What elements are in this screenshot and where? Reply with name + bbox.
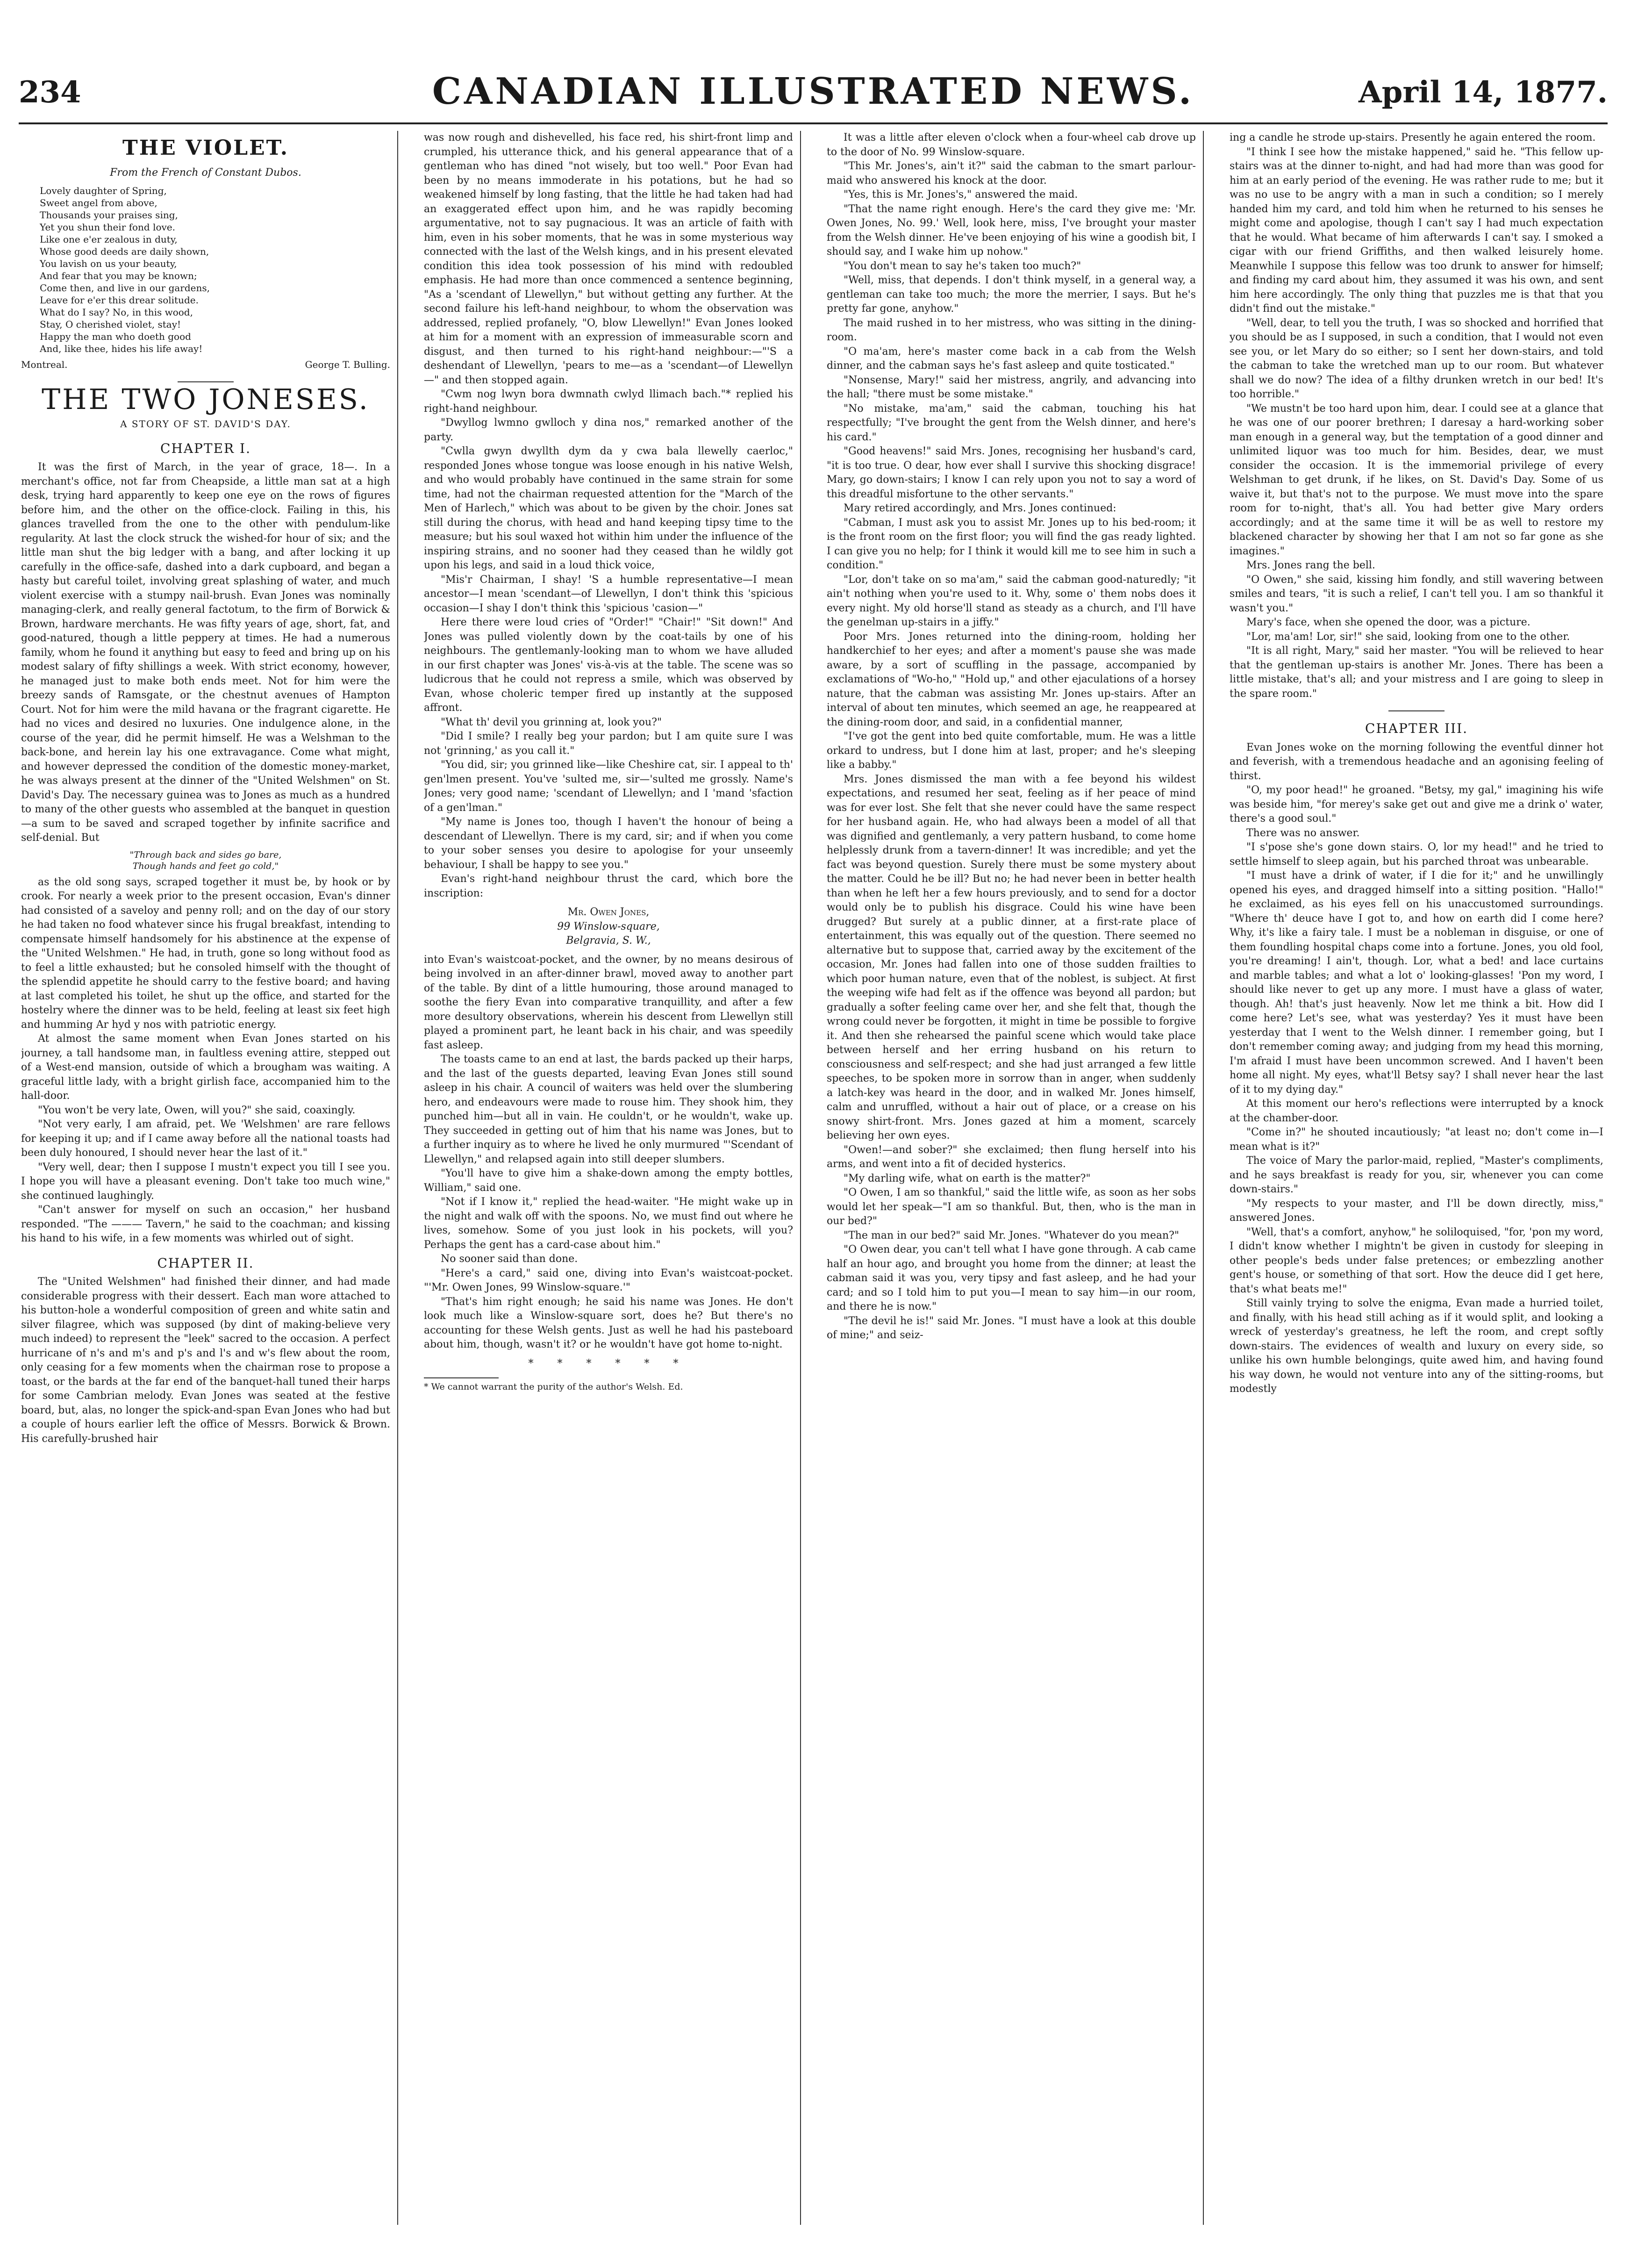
paragraph: "My respects to your master, and I'll be down directly, miss," answered Jones.	[1230, 1197, 1603, 1224]
column-4	[1230, 131, 1603, 1397]
paragraph: "Did I smile? I really beg your pardon; but I am quite sure I was not 'grinning,' as you call it."	[424, 731, 793, 757]
paragraph: into Evan's waistcoat-pocket, and the owner, by no means desirous of being involved in an after-dinner brawl, moved away to another part of the table. By dint of a little humouring, those around managed to soothe the fiery Evan into comparative tranquillity, and after a few more desultory observations, wherein his descent from Llewellyn still played a prominent part, he leant back in his chair, and was speedily fast asleep.	[424, 954, 793, 1051]
paragraph: "O Owen dear, you can't tell what I have gone through. A cab came half an hour ago, and brought you home from the dinner; at least the cabman said it was you, very tipsy and fast asleep, and he had your card; and so I told him to put you—I mean to say him—in our room, and there he is now."	[827, 1244, 1196, 1312]
poem-line: Like one e'er zealous in duty,	[40, 234, 178, 245]
chapter-heading: CHAPTER II.	[157, 1255, 254, 1271]
paragraph: Evan's right-hand neighbour thrust the card, which bore the inscription:	[424, 873, 793, 899]
paragraph: It was the first of March, in the year of grace, 18—. In a merchant's office, not far from Cheapside, a little man sat at a high desk, trying hard apparently to keep one eye on the rows of figures before him, and the other on the office-clock. Failing in this, his glances travelled from the one to the other with pendulum-like regularity. At last the clock struck the wished-for hour of six; and the little man shut the big ledger with a bang, and after locking it up carefully in the office-safe, dashed into a dark cupboard, and began a hasty but careful toilet, involving great splashing of water, and much violent exercise with a stumpy nail-brush. Evan Jones was nominally managing-clerk, and really general factotum, to the firm of Borwick & Brown, hardware merchants. He was fifty years of age, short, fat, and good-natured, though a little peppery at times. He had a numerous family, whom he found it anything but easy to feed and bring up on his modest salary of fifty shillings a week. With strict economy, however, he managed just to make both ends meet. Not for him were the breezy sands of Ramsgate, or the chestnut avenues of Hampton Court. Not for him were the mild havana or the fragrant cigarette. He had no vices and desired no luxuries. One indulgence alone, in the course of the year, did he permit himself. He was a Welshman to the back-bone, and herein lay his one extravagance. Come what might, and however depressed the condition of the domestic money-market, he was always present at the dinner of the "United Welshmen" on St. David's Day. The necessary guinea was to Jones as much as a hundred to many of the other guests who assembled at the banquet in question—a sum to be saved and scraped together by infinite sacrifice and self-denial. But	[21, 461, 390, 844]
paragraph: "Dwyllog lwmno gwlloch y dina nos," remarked another of the party.	[424, 417, 793, 443]
paragraph: "I think I see how the mistake happened," said he. "This fellow up-stairs was at the dinner to-night, and had had more than was good for him at an early period of the evening. He was rather rude to me; but it was no use to be angry with a man in such a condition; so I merely handed him my card, and told him when he returned to his senses he might come and apologise, though I can't say I had much expectation that he would. What became of him afterwards I can't say. I smoked a cigar with our friend Griffiths, and then walked leisurely home. Meanwhile I suppose this fellow was too drunk to answer for himself; and finding my card about him, they assumed it was his own, and sent him here accordingly. The only thing that puzzles me is that that you didn't find out the mistake."	[1230, 146, 1603, 315]
paragraph: "My name is Jones too, though I haven't the honour of being a descendant of Llewellyn. There is my card, sir; and if when you come to your sober senses you desire to apologise for your unseemly behaviour, I shall be happy to see you."	[424, 816, 793, 871]
poem-line: Thousands your praises sing,	[40, 209, 178, 221]
poem-line: Yet you shun their fond love.	[40, 222, 176, 233]
poem-author: George T. Bulling.	[305, 359, 390, 370]
poem-subtitle: From the French of Constant Dubos.	[110, 166, 301, 179]
paragraph: It was a little after eleven o'clock when a four-wheel cab drove up to the door of No. 99 Winslow-square.	[827, 132, 1196, 158]
poem-title: THE VIOLET.	[122, 136, 289, 160]
poem-line: Leave for e'er this drear solitude.	[40, 294, 199, 306]
paragraph: There was no answer.	[1246, 827, 1360, 839]
paragraph: "Here's a card," said one, diving into Evan's waistcoat-pocket. "'Mr. Owen Jones, 99 Winslow-square.'"	[424, 1267, 793, 1293]
paragraph: "Nonsense, Mary!" said her mistress, angrily, and advancing into the hall; "there must be some mistake."	[827, 374, 1196, 400]
card-name: Mr. Owen Jones,	[567, 906, 650, 918]
paragraph: "Lor, don't take on so ma'am," said the cabman good-naturedly; "it ain't nothing when you're used to it. Why, some o' them nobs does it every night. My old horse'll stand as steady as a church, and I'll have the genelman up-stairs in a jiffy."	[827, 574, 1196, 628]
paragraph: "Not very early, I am afraid, pet. We 'Welshmen' are rare fellows for keeping it up; and if I came away before all the national toasts had been duly honoured, I should never hear the last of it."	[21, 1118, 390, 1159]
paragraph: as the old song says, scraped together it must be, by hook or by crook. For nearly a week prior to the present occasion, Evan's dinner had consisted of a saveloy and penny roll; and on the day of our story he had taken no food whatever since his frugal breakfast, intending to compensate himself handsomely for his abstinence at the expense of the "United Welshmen." He had, in truth, gone so long without food as to feel a little exhausted; but he consoled himself with the thought of the splendid appetite he should carry to the festive board; and having at last completed his toilet, he shut up the office, and started for the hostelry where the dinner was to be held, feeling at least six feet high and humming Ar hyd y nos with patriotic energy.	[21, 876, 390, 1031]
section-rule	[178, 381, 234, 382]
verse-quote	[21, 849, 390, 872]
paragraph: The toasts came to an end at last, the bards packed up their harps, and the last of the guests departed, leaving Evan Jones still sound asleep in his chair. A council of waiters was held over the slumbering hero, and endeavours were made to rouse him. They shook him, they punched him—but all in vain. He couldn't, or he wouldn't, wake up. They succeeded in getting out of him that his name was Jones, but to a further inquiry as to where he lived he only murmured "'Scendant of Llewellyn," and relapsed again into still deeper slumbers.	[424, 1054, 793, 1165]
poem-line: Come then, and live in our gardens,	[40, 282, 210, 294]
paragraph: "Good heavens!" said Mrs. Jones, recognising her husband's card, "it is too true. O dear, how ever shall I survive this shocking disgrace! Mary, go down-stairs; I know I can rely upon you not to say a word of this dreadful misfortune to the other servants."	[827, 445, 1196, 500]
poem-line: And, like thee, hides his life away!	[40, 343, 203, 354]
card-place: Belgravia, S. W.,	[566, 935, 651, 946]
paragraph: ing a candle he strode up-stairs. Presently he again entered the room.	[1230, 132, 1596, 143]
paragraph: "That the name right enough. Here's the card they give me: 'Mr. Owen Jones, No. 99.' Well, look here, miss, I've brought your master from the Welsh dinner. He've been enjoying of his wine a goodish bit, I should say, and I wake him up nohow."	[827, 203, 1196, 258]
verse-line: Though hands and feet go cold,"	[132, 860, 279, 871]
paragraph: "I've got the gent into bed quite comfortable, mum. He was a little orkard to undress, but I done him at last, proper; and he's sleeping like a babby."	[827, 731, 1196, 771]
story-title: THE TWO JONESES.	[42, 383, 370, 416]
column-divider	[1203, 131, 1204, 2225]
paragraph: "The devil he is!" said Mr. Jones. "I must have a look at this double of mine;" and seiz-	[827, 1315, 1196, 1341]
paragraph: "Cwm nog lwyn bora dwmnath cwlyd llimach bach."* replied his right-hand neighbour.	[424, 388, 793, 415]
paragraph: "I s'pose she's gone down stairs. O, lor my head!" and he tried to settle himself to sleep again, but his parched throat was unbearable.	[1230, 841, 1603, 867]
paragraph: "Not if I know it," replied the head-waiter. "He might wake up in the night and walk off with the spoons. No, we must find out where he lives, somehow. Some of you just look in his pockets, will you? Perhaps the gent has a card-case about him."	[424, 1196, 793, 1251]
paragraph: Here there were loud cries of "Order!" "Chair!" "Sit down!" And Jones was pulled violently down by the coat-tails by one of his neighbours. The gentlemanly-looking man to whom we have alluded in our first chapter was Jones' vis-à-vis at the table. The scene was so ludicrous that he could not repress a smile, which was observed by Evan, whose choleric temper fired up instantly at the supposed affront.	[424, 617, 793, 714]
section-break: * * * * * *	[528, 1357, 689, 1369]
poem-line: And fear that you may be known;	[40, 270, 197, 281]
paragraph: "My darling wife, what on earth is the matter?"	[844, 1172, 1091, 1184]
paragraph: "Lor, ma'am! Lor, sir!" she said, looking from one to the other.	[1246, 631, 1570, 643]
column-3	[827, 131, 1196, 1343]
paragraph: was now rough and dishevelled, his face red, his shirt-front limp and crumpled, his utterance thick, and his general appearance that of a gentleman who has dined "not wisely, but too well." Poor Evan had been by no means immoderate in his potations, but he had so weakened himself by long fasting, that the little he had taken had had an exaggerated effect upon him, and he was rapidly becoming argumentative, not to say pugnacious. It was an article of faith with him, even in his sober moments, that he was in some mysterious way connected with the last of the Welsh kings, and in his present elevated condition this idea took possession of his mind with redoubled emphasis. He had more than once commenced a sentence beginning, "As a 'scendant of Llewellyn," but without getting any further. At the second failure his left-hand neighbour, to whom the observation was addressed, replied profanely, "O, blow Llewellyn!" Evan Jones looked at him for a moment with an expression of immeasurable scorn and disgust, and then turned to his right-hand neighbour:—"'S a deshendant of Llewellyn, 'pears to me—as a 'scendant—of Llewellyn—" and then stopped again.	[424, 132, 793, 386]
footnote	[424, 1381, 793, 1392]
paragraph: "Come in?" he shouted incautiously; "at least no; don't come in—I mean what is it?"	[1230, 1126, 1603, 1153]
paragraph: "Owen!—and sober?" she exclaimed; then flung herself into his arms, and went into a fit of decided hysterics.	[827, 1144, 1196, 1170]
paragraph: "The man in our bed?" said Mr. Jones. "Whatever do you mean?"	[844, 1229, 1180, 1241]
chapter-heading: CHAPTER I.	[160, 440, 251, 456]
poem-line: Stay, O cherished violet, stay!	[40, 319, 181, 330]
paragraph: Mrs. Jones dismissed the man with a fee beyond his wildest expectations, and resumed her seat, feeling as if her peace of mind was for ever lost. She felt that she never could have the same respect for her husband again. He, who had always been a model of all that was dignified and gentlemanly, a very pattern husband, to come home helplessly drunk from a tavern-dinner! It was incredible; and yet the fact was beyond question. Surely there must be some mystery about the matter. Could he be ill? But no; he had never been in better health than when he left her a few hours previously, and to send for a doctor would only be to publish his disgrace. Could his wine have been drugged? But surely at a public dinner, at a first-rate place of entertainment, this was equally out of the question. There seemed no alternative but to suppose that, carried away by the excitement of the occasion, Mr. Jones had fallen into one of those sudden frailties to which poor human nature, even that of the noblest, is subject. At first the weeping wife had felt as if the offence was beyond all pardon; but gradually a softer feeling came over her, and she felt that, though the wrong could never be forgotten, it might in time be possible to forgive it. And then she rehearsed the painful scene which would take place between herself and her erring husband on his return to consciousness and self-respect; and she had just arranged a few little speeches, to be spoken more in sorrow than in anger, when suddenly a latch-key was heard in the door, and in walked Mr. Jones himself, calm and unruffled, without a hair out of place, or a crease on his snowy shirt-front. Mrs. Jones gazed at him a moment, scarcely believing her own eyes.	[827, 773, 1196, 1141]
paragraph: "O Owen," she said, kissing him fondly, and still wavering between smiles and tears, "it is such a relief, I can't tell you. I am so thankful it wasn't you."	[1230, 574, 1603, 614]
paragraph: No sooner said than done.	[441, 1253, 578, 1265]
masthead: CANADIAN ILLUSTRATED NEWS.	[432, 70, 1194, 113]
story-subtitle: A STORY OF ST. DAVID'S DAY.	[120, 418, 291, 430]
poem-body	[21, 185, 390, 355]
paragraph: Mary's face, when she opened the door, was a picture.	[1246, 617, 1530, 628]
paragraph: Evan Jones woke on the morning following the eventful dinner hot and feverish, with a tremendous headache and an agonising feeling of thirst.	[1230, 741, 1603, 782]
poem-signature	[21, 358, 390, 372]
paragraph: Mary retired accordingly, and Mrs. Jones continued:	[844, 502, 1116, 514]
paragraph: "It is all right, Mary," said her master. "You will be relieved to hear that the gentleman up-stairs is another Mr. Jones. There has been a little mistake, that's all; and your mistress and I are going to sleep in the spare room."	[1230, 645, 1603, 700]
paragraph: "Can't answer for myself on such an occasion," her husband responded. "The ——— Tavern," he said to the coachman; and kissing his hand to his wife, in a few moments was whirled out of sight.	[21, 1204, 390, 1244]
card-address: 99 Winslow-square,	[557, 920, 660, 932]
paragraph: "You won't be very late, Owen, will you?" she said, coaxingly.	[38, 1104, 356, 1116]
paragraph: At this moment our hero's reflections were interrupted by a knock at the chamber-door.	[1230, 1098, 1603, 1124]
footnote-text: * We cannot warrant the purity of the author's Welsh. Ed.	[424, 1382, 683, 1392]
header-rule	[19, 122, 1608, 124]
paragraph: "That's him right enough; he said his name was Jones. He don't look much like a Winslow-square sort, does he? But there's no accounting for these Welsh gents. Just as well he had his pasteboard about him, though, wasn't it? or he wouldn't have got home to-night.	[424, 1296, 793, 1350]
poem-line: You lavish on us your beauty,	[40, 258, 177, 269]
paragraph: "This Mr. Jones's, ain't it?" said the cabman to the smart parlour-maid who answered his knock at the door.	[827, 160, 1196, 186]
business-card	[424, 905, 793, 948]
verse-line: "Through back and sides go bare,	[129, 849, 282, 860]
column-2	[424, 131, 793, 1392]
column-divider	[397, 131, 398, 2225]
paragraph: "Well, miss, that depends. I don't think myself, in a general way, a gentleman can take too much; the more the merrier, I says. But he's pretty far gone, anyhow."	[827, 274, 1196, 315]
paragraph: At almost the same moment when Evan Jones started on his journey, a tall handsome man, in faultless evening attire, stepped out of a West-end mansion, outside of which a brougham was waiting. A graceful little lady, with a bright girlish face, accompanied him to the hall-door.	[21, 1033, 390, 1102]
paragraph: "You'll have to give him a shake-down among the empty bottles, William," said one.	[424, 1168, 793, 1194]
poem-line: What do I say? No, in this wood,	[40, 307, 193, 318]
paragraph: "Very well, dear; then I suppose I mustn't expect you till I see you. I hope you will have a pleasant evening. Don't take too much wine," she continued laughingly.	[21, 1161, 390, 1202]
paragraph: Still vainly trying to solve the enigma, Evan made a hurried toilet, and finally, with his head still aching as if it would split, and looking a wreck of yesterday's greatness, he left the room, and crept softly down-stairs. The evidences of wealth and luxury on every side, so unlike his own humble belongings, quite awed him, and having found his way down, he would not venture into any of the sitting-rooms, but modestly	[1230, 1298, 1603, 1395]
paragraph: "O ma'am, here's master come back in a cab from the Welsh dinner, and the cabman says he's fast asleep and quite tosticated."	[827, 345, 1196, 372]
paragraph: "What th' devil you grinning at, look you?"	[441, 716, 662, 728]
paragraph: "Well, dear, to tell you the truth, I was so shocked and horrified that you should be as I supposed, in such a condition, that I would not even see you, or let Mary do so either; so I sent her down-stairs, and told the cabman to take the wretched man up to our room. But whatever shall we do now? The idea of a filthy drunken wretch in our bed! It's too horrible."	[1230, 317, 1603, 400]
issue-date: April 14, 1877.	[1358, 75, 1608, 110]
paragraph: "No mistake, ma'am," said the cabman, touching his hat respectfully; "I've brought the gent from the Welsh dinner, and here's his card."	[827, 402, 1196, 443]
chapter-heading: CHAPTER III.	[1365, 721, 1468, 736]
paragraph: "You did, sir; you grinned like—like Cheshire cat, sir. I appeal to th' gen'lmen present. You've 'sulted me, sir—'sulted me grossly. Name's Jones; very good name; 'scendant of Llewellyn; and I 'mand 'sfaction of a gen'lman."	[424, 759, 793, 814]
footnote-rule	[424, 1377, 499, 1378]
paragraph: "O, my poor head!" he groaned. "Betsy, my gal," imagining his wife was beside him, "for merey's sake get out and give me a drink o' water, there's a good soul."	[1230, 784, 1603, 824]
paragraph: The "United Welshmen" had finished their dinner, and had made considerable progress with their dessert. Each man wore attached to his button-hole a wonderful composition of green and white satin and silver filagree, which was supposed (by dint of making-believe very much indeed) to represent the "leek" sacred to the occasion. A perfect hurricane of n's and m's and p's and l's and w's flew about the room, only ceasing for a few moments when the chairman rose to propose a toast, or the bards at the far end of the banquet-hall tuned their harps for some Cambrian melody. Evan Jones was seated at the festive board, but, alas, no longer the spick-and-span Evan Jones who had but a couple of hours earlier left the office of Messrs. Borwick & Brown. His carefully-brushed hair	[21, 1276, 390, 1445]
paragraph: "O Owen, I am so thankful," said the little wife, as soon as her sobs would let her speak—"I am so thankful. But, then, who is the man in our bed?"	[827, 1187, 1196, 1227]
poem-line: Whose good deeds are daily shown,	[40, 246, 209, 257]
section-rule	[1388, 710, 1445, 711]
page-header	[19, 70, 1608, 122]
paragraph: The voice of Mary the parlor-maid, replied, "Master's compliments, and he says breakfast is ready for you, sir, whenever you can come down-stairs."	[1230, 1155, 1603, 1195]
paragraph: "We mustn't be too hard upon him, dear. I could see at a glance that he was one of our poorer brethren; I daresay a hard-working sober man enough in a general way, but the temptation of a good dinner and unlimited liquor was too much for him. Besides, dear, we must consider the occasion. It is the immemorial privilege of every Welshman to get drunk, if he likes, on St. David's Day. Some of us waive it, but that's not to the purpose. We must move into the spare room for to-night, that's all. You had better give Mary orders accordingly; and at the same time it will be as well to restore my blackened character by showing her that I am not so far gone as she imagines."	[1230, 402, 1603, 557]
paragraph: "Yes, this is Mr. Jones's," answered the maid.	[844, 189, 1078, 201]
paragraph: "You don't mean to say he's taken too much?"	[844, 260, 1081, 272]
paragraph: "Well, that's a comfort, anyhow," he soliloquised, "for, 'pon my word, I didn't know whether I mightn't be given in custody for sleeping in other people's beds under false pretences; or embezzling another gent's house, or something of that sort. How the deuce did I get here, that's what beats me!"	[1230, 1226, 1603, 1295]
poem-line: Lovely daughter of Spring,	[40, 185, 167, 196]
poem-place: Montreal.	[21, 359, 68, 370]
column-1	[21, 131, 390, 1446]
paragraph: The maid rushed in to her mistress, who was sitting in the dining-room.	[827, 317, 1196, 343]
paragraph: "Mis'r Chairman, I shay! 'S a humble representative—I mean ancestor—I mean 'scendant—of Llewellyn, I don't think this 'spicious occasion—I shay I don't think this 'spicious 'casion—"	[424, 574, 793, 614]
paragraph: "Cwlla gwyn dwyllth dym da y cwa bala llewelly caerloc," responded Jones whose tongue was loose enough in his native Welsh, and who would probably have continued in the same strain for some time, had not the chairman requested attention for the "March of the Men of Harlech," which was about to be given by the choir. Jones sat still during the chorus, with head and hand keeping tipsy time to the measure; but his soul waxed hot within him under the influence of the inspiring strains, and no sooner had they ceased than he wildly got upon his legs, and said in a loud thick voice,	[424, 445, 793, 571]
paragraph: "I must have a drink of water, if I die for it;" and he unwillingly opened his eyes, and dragged himself into a sitting position. "Hallo!" he exclaimed, as his eyes fell on his unaccustomed surroundings. "Where th' deuce have I got to, and how on earth did I come here? Why, it's like a fairy tale. I must be a nobleman in disguise, or one of them foundling hospital chaps come into a fortune. Jones, you old fool, you're dreaming! I ain't, though. Lor, what a bed! and lace curtains and marble tables; and what a lot o' looking-glasses! 'Pon my word, I should like never to get up any more. I must have a glass of water, though. Ah! that's just heavenly. Now let me think a bit. How did I come here? Let's see, what was yesterday? Yes it must have been yesterday that I went to the Welsh dinner. I remember going, but I don't remember coming away; and judging from my head this morning, I'm afraid I must have been uncommon screwed. And I haven't been home all night. My eyes, what'll Betsy say? I shall never hear the last of it to my dying day."	[1230, 870, 1603, 1096]
page-number: 234	[19, 75, 81, 110]
paragraph: Mrs. Jones rang the bell.	[1246, 559, 1375, 571]
paragraph: Poor Mrs. Jones returned into the dining-room, holding her handkerchief to her eyes; and after a moment's pause she was made aware, by a sort of scuffling in the passage, accompanied by exclamations of "Wo-ho," "Hold up," and other ejaculations of a horsey nature, that the cabman was assisting Mr. Jones up-stairs. After an interval of about ten minutes, which seemed an age, he reappeared at the dining-room door, and said, in a confidential manner,	[827, 631, 1196, 728]
paragraph: "Cabman, I must ask you to assist Mr. Jones up to his bed-room; it is the front room on the first floor; you will find the gas ready lighted. I can give you no help; for I think it would kill me to see him in such a condition."	[827, 516, 1196, 571]
column-divider	[800, 131, 801, 2225]
poem-line: Happy the man who doeth good	[40, 331, 191, 342]
poem-line: Sweet angel from above,	[40, 197, 157, 208]
